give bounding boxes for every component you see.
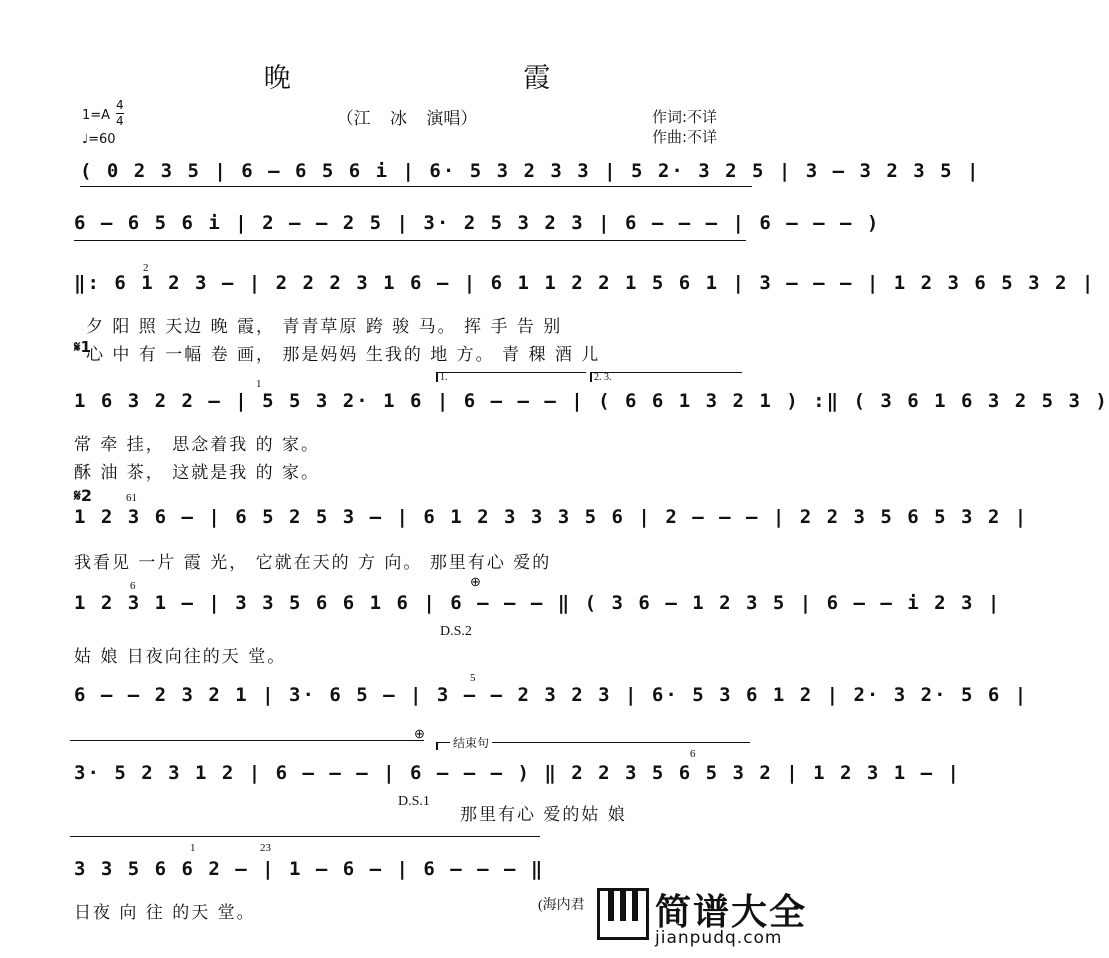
phrase-line <box>70 836 540 837</box>
grace-note: 1 <box>256 378 262 390</box>
ds2-mark: D.S.2 <box>440 624 472 639</box>
segno-1-mark: 𝄋1 <box>74 338 91 356</box>
grace-note: 2 <box>143 262 149 274</box>
grace-note: 23 <box>260 842 271 854</box>
lyric-line-9: 日夜 向 往 的天 堂。 <box>74 903 256 923</box>
staff-line-3-notes: ‖: 6 1 2 3 – | 2 2 2 3 1 6 – | 6 1 1 2 2 1 5 6 1 | 3 – – – | 1 2 3 6 5 3 2 | <box>74 272 1096 294</box>
ds1-mark: D.S.1 <box>398 794 430 809</box>
lyric-line-3-verse-1: 夕 阳 照 天边 晚 霞， 青青草原 跨 骏 马。 挥 手 告 别 <box>86 317 563 337</box>
ending-bracket-23 <box>590 372 742 373</box>
ending-bracket-1-edge <box>436 372 438 382</box>
tempo-marking: ♩=60 <box>82 132 116 147</box>
ending-1-label: 1. <box>440 372 448 383</box>
staff-line-1-notes: ( 0 2 3 5 | 6 – 6 5 6 i | 6· 5 3 2 3 3 | 5 2· 3 2 5 | 3 – 3 2 3 5 | <box>80 160 981 182</box>
staff-line-7-notes: 6 – – 2 3 2 1 | 3· 6 5 – | 3 – – 2 3 2 3 | 6· 5 3 6 1 2 | 2· 3 2· 5 6 | <box>74 684 1029 706</box>
time-signature-top: 4 <box>116 98 124 112</box>
logo-url[interactable]: jianpudq.com <box>655 928 783 948</box>
ending-phrase-label: 结束句 <box>450 734 492 751</box>
staff-line-4-notes: 1 6 3 2 2 – | 5 5 3 2· 1 6 | 6 – – – | ( 6 6 1 3 2 1 ) :‖ ( 3 6 1 6 3 2 5 3 ) <box>74 390 1109 412</box>
lyric-line-8: 那里有心 爱的姑 娘 <box>460 805 627 825</box>
ending-bracket-23-edge <box>590 372 592 382</box>
lyricist-credit: 作词:不详 <box>652 108 718 126</box>
ending-phrase-bracket-edge <box>436 742 438 750</box>
composer-credit: 作曲:不详 <box>652 128 718 146</box>
grace-note: 1 <box>190 842 196 854</box>
footer-note: (海内君 <box>538 898 585 913</box>
performer: （江 冰 演唱） <box>336 109 478 129</box>
coda-mark: ⊕ <box>470 574 481 589</box>
staff-line-9-notes: 3 3 5 6 6 2 – | 1 – 6 – | 6 – – – ‖ <box>74 858 545 880</box>
logo-title: 简谱大全 <box>655 892 808 933</box>
grace-note: 61 <box>126 492 137 504</box>
ending-23-label: 2. 3. <box>594 372 612 383</box>
staff-line-6-notes: 1 2 3 1 – | 3 3 5 6 6 1 6 | 6 – – – ‖ ( 3 6 – 1 2 3 5 | 6 – – i 2 3 | <box>74 592 1002 614</box>
segno-2-mark: 𝄋2 <box>74 486 93 505</box>
time-signature-bottom: 4 <box>116 114 124 128</box>
lyric-line-4-verse-2: 酥 油 茶， 这就是我 的 家。 <box>74 463 321 483</box>
song-title: 晚 霞 <box>263 63 663 94</box>
piano-keys-icon <box>597 888 649 940</box>
lyric-line-4-verse-1: 常 牵 挂， 思念着我 的 家。 <box>74 435 321 455</box>
coda-mark: ⊕ <box>414 726 425 741</box>
lyric-line-3-verse-2: 心 中 有 一幅 卷 画， 那是妈妈 生我的 地 方。 青 稞 酒 儿 <box>86 345 601 365</box>
key-signature: 1=A <box>82 108 111 123</box>
staff-underline <box>74 240 746 241</box>
staff-line-5-notes: 1 2 3 6 – | 6 5 2 5 3 – | 6 1 2 3 3 3 5 6 | 2 – – – | 2 2 3 5 6 5 3 2 | <box>74 506 1029 528</box>
staff-line-2-notes: 6 – 6 5 6 i | 2 – – 2 5 | 3· 2 5 3 2 3 | 6 – – – | 6 – – – ) <box>74 212 881 234</box>
staff-line-8-notes: 3· 5 2 3 1 2 | 6 – – – | 6 – – – ) ‖ 2 2 3 5 6 5 3 2 | 1 2 3 1 – | <box>74 762 961 784</box>
grace-note: 5 <box>470 672 476 684</box>
staff-underline <box>80 186 752 187</box>
ending-bracket-1 <box>436 372 586 373</box>
grace-note: 6 <box>690 748 696 760</box>
grace-note: 6 <box>130 580 136 592</box>
lyric-line-5: 我看见 一片 霞 光， 它就在天的 方 向。 那里有心 爱的 <box>74 553 552 573</box>
site-logo[interactable] <box>597 888 811 954</box>
lyric-line-6: 姑 娘 日夜向往的天 堂。 <box>74 647 287 667</box>
time-signature <box>116 98 124 129</box>
phrase-line <box>70 740 424 741</box>
